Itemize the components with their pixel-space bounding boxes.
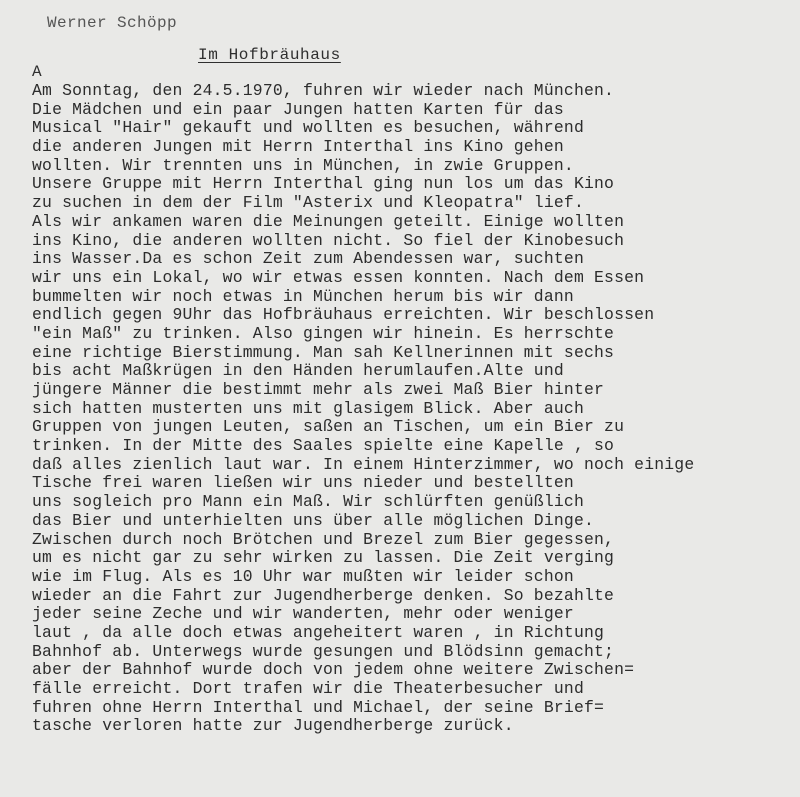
text-line: fuhren ohne Herrn Interthal und Michael, der seine Brief= [32, 697, 605, 717]
text-line: Am Sonntag, den 24.5.1970, fuhren wir wieder nach München. [32, 81, 615, 100]
text-line: bummelten wir noch etwas in München herum bis wir dann [32, 286, 574, 306]
text-line: daß alles zienlich laut war. In einem Hinterzimmer, wo noch einige [32, 454, 695, 474]
text-line: Musical "Hair" gekauft und wollten es besuchen, während [32, 118, 584, 138]
body-text [32, 82, 800, 736]
text-line: bis acht Maßkrügen in den Händen herumlaufen.Alte und [32, 361, 564, 381]
text-line: wollten. Wir trennten uns in München, in zwie Gruppen. [32, 155, 574, 175]
text-line: endlich gegen 9Uhr das Hofbräuhaus erreichten. Wir beschlossen [32, 305, 655, 325]
margin-marker: A [32, 63, 42, 81]
text-line: wir uns ein Lokal, wo wir etwas essen konnten. Nach dem Essen [32, 267, 645, 287]
text-line: Die Mädchen und ein paar Jungen hatten Karten für das [32, 99, 564, 119]
text-line: Tische frei waren ließen wir uns nieder und bestellten [32, 473, 574, 493]
text-line: eine richtige Bierstimmung. Man sah Kellnerinnen mit sechs [32, 342, 615, 362]
text-line: das Bier und unterhielten uns über alle möglichen Dinge. [32, 510, 595, 530]
text-line: wieder an die Fahrt zur Jugendherberge denken. So bezahlte [32, 585, 615, 605]
text-line: die anderen Jungen mit Herrn Interthal ins Kino gehen [32, 137, 564, 157]
text-line: um es nicht gar zu sehr wirken zu lassen. Die Zeit verging [32, 548, 615, 568]
text-line: wie im Flug. Als es 10 Uhr war mußten wir leider schon [32, 566, 574, 586]
text-line: ins Kino, die anderen wollten nicht. So fiel der Kinobesuch [32, 230, 625, 250]
text-line: jüngere Männer die bestimmt mehr als zwei Maß Bier hinter [32, 380, 605, 399]
page-title: Im Hofbräuhaus [198, 46, 341, 64]
text-line: trinken. In der Mitte des Saales spielte eine Kapelle , so [32, 436, 615, 456]
text-line: aber der Bahnhof wurde doch von jedem ohne weitere Zwischen= [32, 660, 635, 680]
text-line: Unsere Gruppe mit Herrn Interthal ging nun los um das Kino [32, 174, 615, 194]
text-line: laut , da alle doch etwas angeheitert waren , in Richtung [32, 622, 605, 642]
text-line: zu suchen in dem der Film "Asterix und Kleopatra" lief. [32, 193, 584, 213]
text-line: ins Wasser.Da es schon Zeit zum Abendessen war, suchten [32, 249, 584, 269]
author-name: Werner Schöpp [47, 14, 178, 32]
text-line: Gruppen von jungen Leuten, saßen an Tischen, um ein Bier zu [32, 417, 625, 437]
text-line: Zwischen durch noch Brötchen und Brezel zum Bier gegessen, [32, 529, 615, 549]
text-line: sich hatten musterten uns mit glasigem Blick. Aber auch [32, 398, 584, 418]
text-line: Als wir ankamen waren die Meinungen geteilt. Einige wollten [32, 211, 625, 231]
text-line: fälle erreicht. Dort trafen wir die Theaterbesucher und [32, 679, 584, 698]
text-line: jeder seine Zeche und wir wanderten, mehr oder weniger [32, 604, 574, 624]
text-line: "ein Maß" zu trinken. Also gingen wir hinein. Es herrschte [32, 323, 615, 343]
text-line: tasche verloren hatte zur Jugendherberge zurück. [32, 716, 514, 736]
text-line: Bahnhof ab. Unterwegs wurde gesungen und Blödsinn gemacht; [32, 641, 615, 661]
text-line: uns sogleich pro Mann ein Maß. Wir schlürften genüßlich [32, 492, 584, 512]
